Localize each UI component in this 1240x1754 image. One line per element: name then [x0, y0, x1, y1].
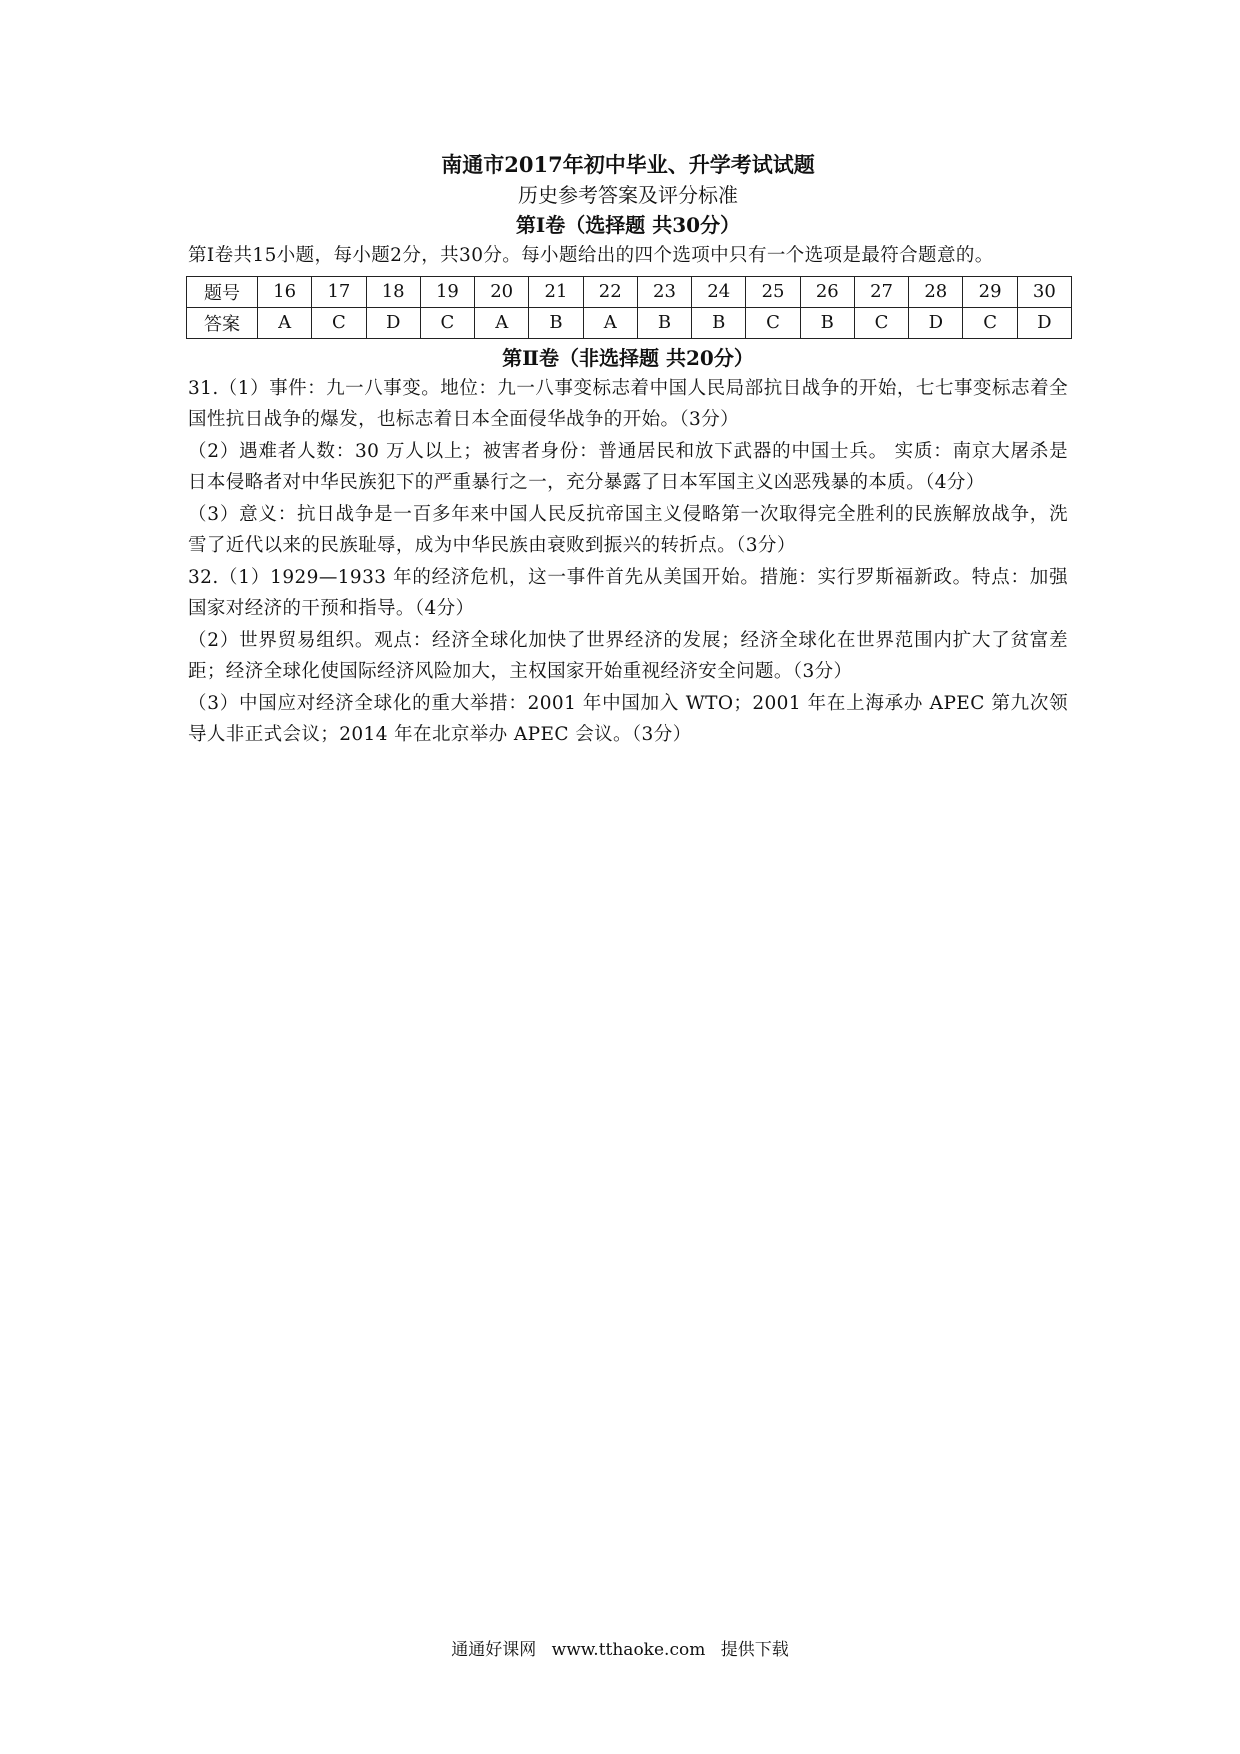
table-cell-number: 16 — [258, 276, 312, 307]
table-cell-number: 29 — [963, 276, 1017, 307]
table-cell-number: 25 — [746, 276, 800, 307]
document-content — [188, 150, 1068, 751]
answer-table-answer-row — [187, 307, 1072, 338]
page-footer — [0, 1635, 1240, 1660]
table-cell-number: 23 — [637, 276, 691, 307]
table-cell-number: 28 — [909, 276, 963, 307]
table-cell-number: 17 — [312, 276, 366, 307]
table-cell-number: 20 — [475, 276, 529, 307]
table-cell-number: 19 — [420, 276, 474, 307]
table-cell-answer: A — [583, 307, 637, 338]
table-cell-answer: B — [529, 307, 583, 338]
table-cell-answer: B — [800, 307, 854, 338]
table-cell-answer: B — [692, 307, 746, 338]
table-cell-answer: C — [312, 307, 366, 338]
section-1-intro: 第Ⅰ卷共15小题，每小题2分，共30分。每小题给出的四个选项中只有一个选项是最符合题意的。 — [188, 245, 994, 266]
footer-url[interactable]: www.tthaoke.com — [551, 1640, 706, 1660]
answer-paragraph: （2）遇难者人数：30 万人以上；被害者身份：普通居民和放下武器的中国士兵。 实质：南京大屠杀是日本侵略者对中华民族犯下的严重暴行之一，充分暴露了日本军国主义凶恶残暴的本质。（4分） — [188, 440, 1068, 493]
answer-paragraph: （3）意义：抗日战争是一百多年来中国人民反抗帝国主义侵略第一次取得完全胜利的民族解放战争，洗雪了近代以来的民族耻辱，成为中华民族由衰败到振兴的转折点。（3分） — [188, 503, 1068, 556]
table-cell-number: 27 — [854, 276, 908, 307]
document-subtitle: 历史参考答案及评分标准 — [518, 183, 738, 207]
table-cell-answer: A — [475, 307, 529, 338]
table-cell-answer: A — [258, 307, 312, 338]
table-cell-number: 26 — [800, 276, 854, 307]
table-cell-number: 22 — [583, 276, 637, 307]
table-cell-answer: C — [420, 307, 474, 338]
table-cell-answer: D — [1017, 307, 1071, 338]
table-row-label-number: 题号 — [187, 276, 258, 307]
table-cell-answer: B — [637, 307, 691, 338]
table-cell-answer: C — [963, 307, 1017, 338]
answer-paragraph: （2）世界贸易组织。观点：经济全球化加快了世界经济的发展；经济全球化在世界范围内扩大了贫富差距；经济全球化使国际经济风险加大，主权国家开始重视经济安全问题。（3分） — [188, 629, 1068, 682]
answer-table — [186, 276, 1072, 339]
section-2-title: 第Ⅱ卷（非选择题 共20分） — [502, 345, 754, 370]
table-cell-answer: C — [746, 307, 800, 338]
document-title: 南通市2017年初中毕业、升学考试试题 — [441, 152, 815, 177]
table-cell-answer: D — [366, 307, 420, 338]
section-1-title: 第Ⅰ卷（选择题 共30分） — [515, 213, 741, 237]
table-cell-number: 21 — [529, 276, 583, 307]
answer-paragraph: （3）中国应对经济全球化的重大举措：2001 年中国加入 WTO；2001 年在上海承办 APEC 第九次领导人非正式会议；2014 年在北京举办 APEC 会议。（3分） — [188, 692, 1068, 745]
answer-paragraph: 31.（1）事件：九一八事变。地位：九一八事变标志着中国人民局部抗日战争的开始，七七事变标志着全国性抗日战争的爆发，也标志着日本全面侵华战争的开始。（3分） — [188, 377, 1068, 430]
answer-paragraph: 32.（1）1929—1933 年的经济危机，这一事件首先从美国开始。措施：实行罗斯福新政。特点：加强国家对经济的干预和指导。（4分） — [188, 566, 1068, 619]
table-cell-number: 24 — [692, 276, 746, 307]
table-cell-answer: D — [909, 307, 963, 338]
footer-site-name: 通通好课网 — [451, 1640, 537, 1660]
table-row-label-answer: 答案 — [187, 307, 258, 338]
table-cell-number: 30 — [1017, 276, 1071, 307]
table-cell-answer: C — [854, 307, 908, 338]
footer-suffix: 提供下载 — [720, 1640, 789, 1660]
table-cell-number: 18 — [366, 276, 420, 307]
answer-table-number-row — [187, 276, 1072, 307]
